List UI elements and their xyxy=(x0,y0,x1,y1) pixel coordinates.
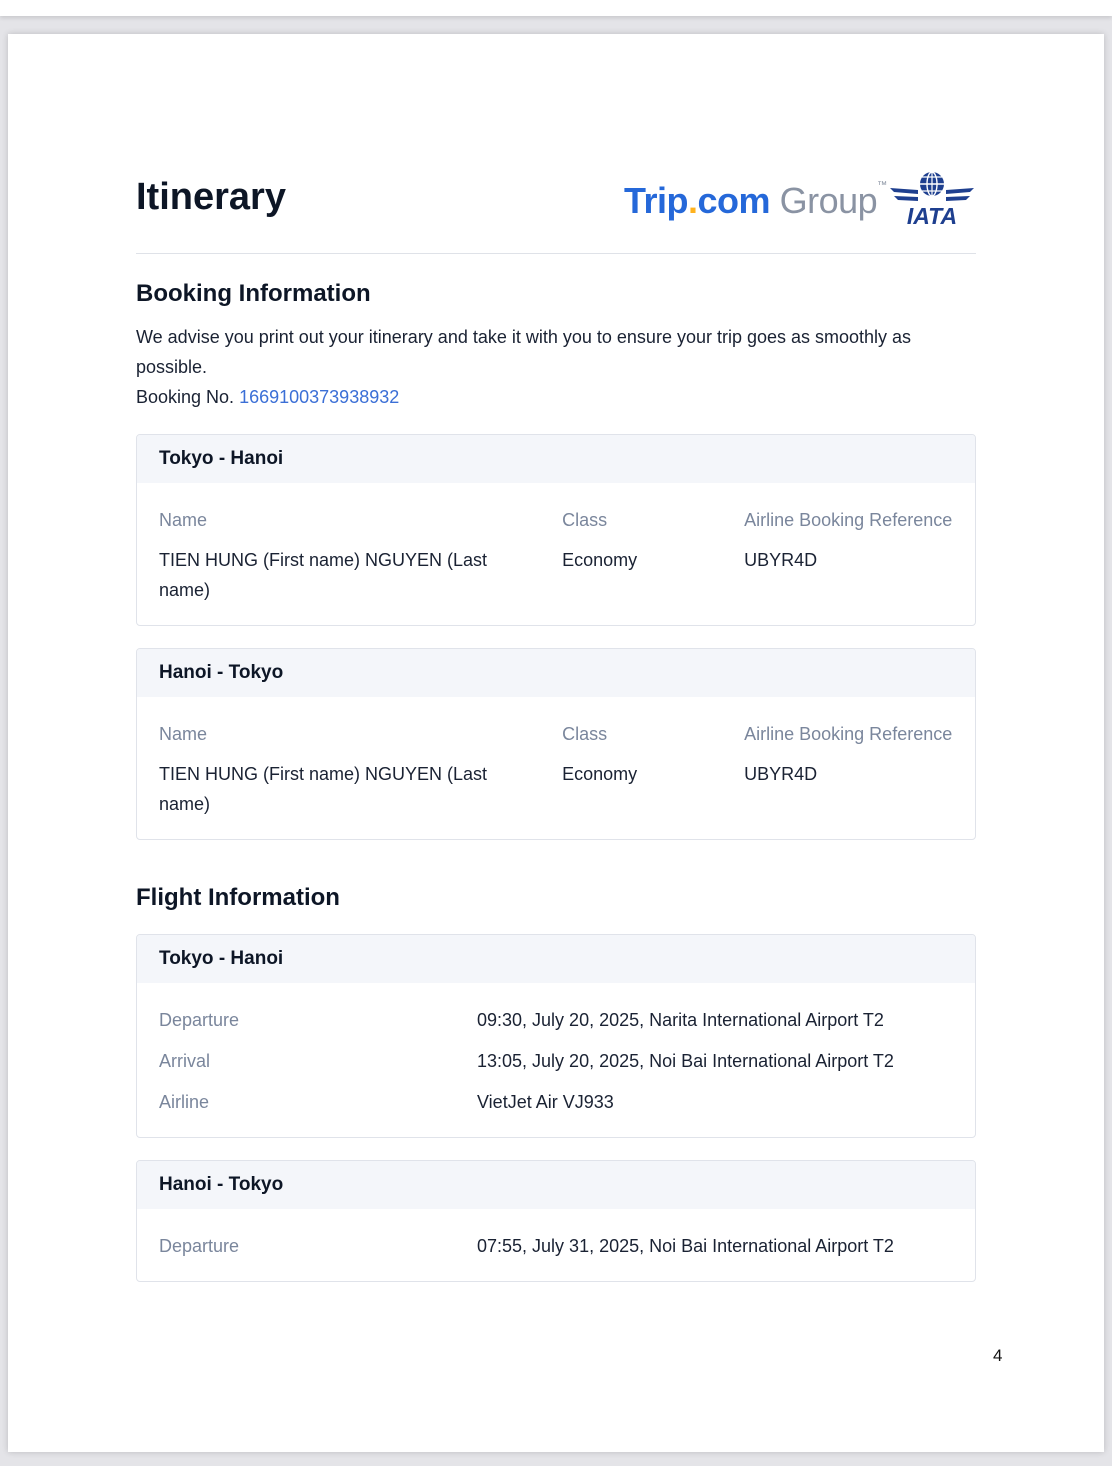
flight-information-title: Flight Information xyxy=(136,884,340,911)
arrival-row xyxy=(159,1046,953,1076)
class-label: Class xyxy=(562,510,608,530)
booking-card-return xyxy=(136,648,976,840)
passenger-name: TIEN HUNG (First name) NGUYEN (Last name) xyxy=(159,764,488,814)
airline-label: Airline xyxy=(159,1092,210,1112)
departure-value: 09:30, July 20, 2025, Narita International Airport T2 xyxy=(477,1010,884,1030)
booking-card-body xyxy=(137,483,975,625)
booking-card-labels xyxy=(159,719,953,749)
reference-label: Airline Booking Reference xyxy=(744,724,953,744)
next-page-edge xyxy=(0,1466,1112,1473)
iata-logo xyxy=(888,168,976,228)
arrival-label: Arrival xyxy=(159,1051,211,1071)
flight-card-route: Tokyo - Hanoi xyxy=(137,935,975,983)
booking-number-row xyxy=(136,382,976,412)
departure-label: Departure xyxy=(159,1010,240,1030)
previous-page-edge xyxy=(0,0,1112,16)
flight-card-body xyxy=(137,983,975,1137)
name-label: Name xyxy=(159,724,208,744)
airline-booking-reference: UBYR4D xyxy=(744,550,818,570)
booking-card-route: Hanoi - Tokyo xyxy=(137,649,975,697)
flight-card-outbound xyxy=(136,934,976,1138)
booking-card-outbound xyxy=(136,434,976,626)
page-content xyxy=(136,164,976,1344)
itinerary-header xyxy=(136,164,976,254)
flight-card-body xyxy=(137,1209,975,1281)
booking-number-label: Booking No. xyxy=(136,387,235,407)
svg-text:IATA: IATA xyxy=(906,203,958,228)
airline-value: VietJet Air VJ933 xyxy=(477,1092,614,1112)
document-page xyxy=(8,34,1104,1452)
class-label: Class xyxy=(562,724,608,744)
reference-label: Airline Booking Reference xyxy=(744,510,953,530)
departure-row xyxy=(159,1005,953,1035)
departure-row xyxy=(159,1231,953,1261)
flight-card-route: Hanoi - Tokyo xyxy=(137,1161,975,1209)
page-title: Itinerary xyxy=(136,176,286,218)
departure-value: 07:55, July 31, 2025, Noi Bai International Airport T2 xyxy=(477,1236,894,1256)
travel-class: Economy xyxy=(562,764,638,784)
trip-com-group-logo: Trip.com Group™ xyxy=(624,180,887,221)
booking-card-values xyxy=(159,759,953,819)
booking-card-body xyxy=(137,697,975,839)
arrival-value: 13:05, July 20, 2025, Noi Bai International Airport T2 xyxy=(477,1051,894,1071)
page-number: 4 xyxy=(993,1346,1003,1365)
flight-card-return xyxy=(136,1160,976,1282)
travel-class: Economy xyxy=(562,550,638,570)
departure-label: Departure xyxy=(159,1236,240,1256)
passenger-name: TIEN HUNG (First name) NGUYEN (Last name) xyxy=(159,550,488,600)
name-label: Name xyxy=(159,510,208,530)
booking-card-route: Tokyo - Hanoi xyxy=(137,435,975,483)
booking-card-values xyxy=(159,545,953,605)
airline-row xyxy=(159,1087,953,1117)
airline-booking-reference: UBYR4D xyxy=(744,764,818,784)
booking-information-title: Booking Information xyxy=(136,280,371,307)
booking-advice-text: We advise you print out your itinerary and take it with you to ensure your trip goes as smoothly as possible. xyxy=(136,327,912,377)
booking-card-labels xyxy=(159,505,953,535)
booking-number[interactable]: 1669100373938932 xyxy=(239,387,400,407)
